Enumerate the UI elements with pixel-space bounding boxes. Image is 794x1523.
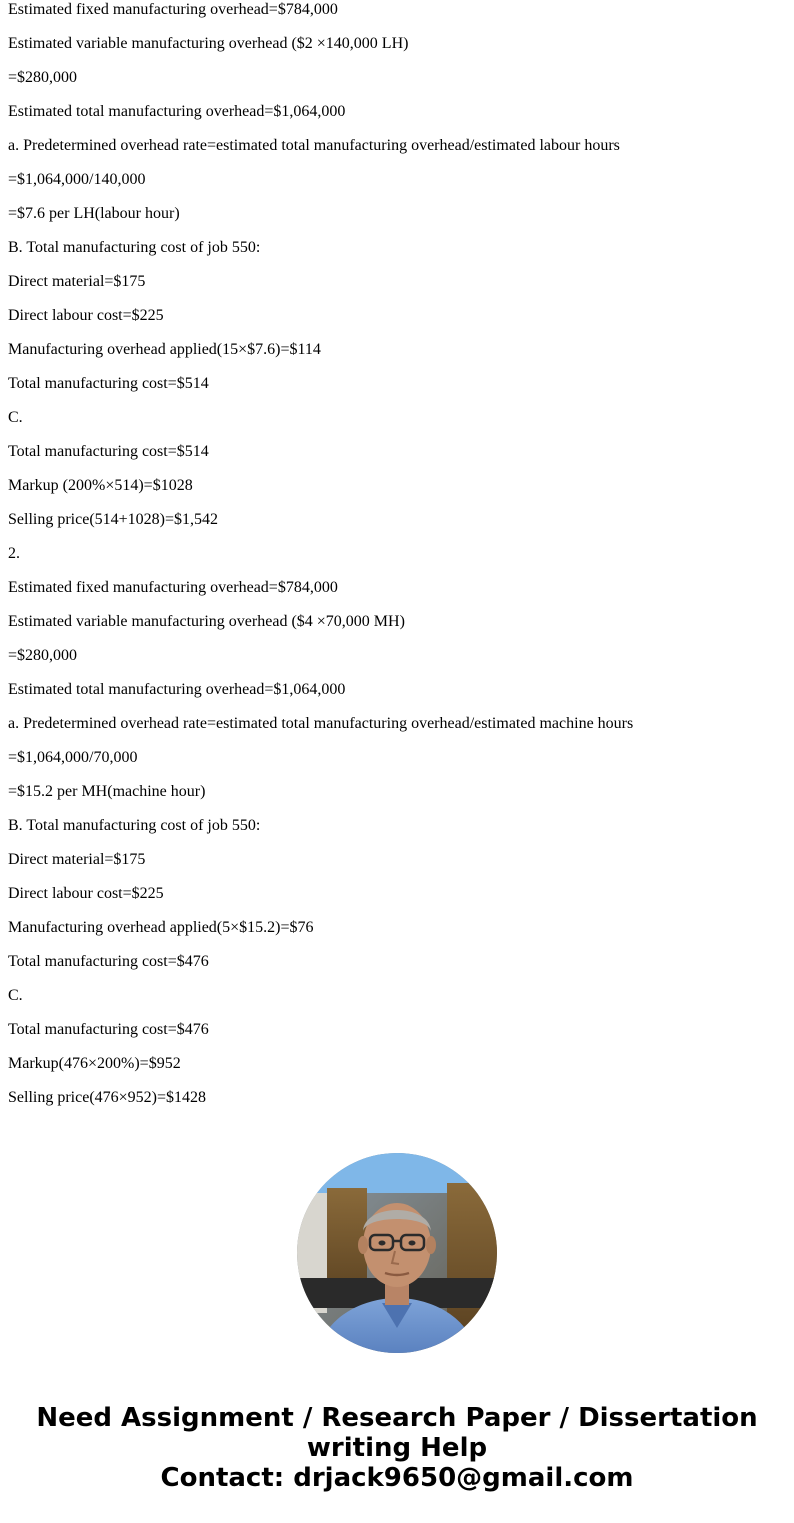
text-line: Total manufacturing cost=$514: [8, 375, 209, 392]
text-line: Direct material=$175: [8, 851, 146, 868]
author-avatar: [297, 1153, 497, 1353]
text-line: Total manufacturing cost=$476: [8, 953, 209, 970]
text-line: B. Total manufacturing cost of job 550:: [8, 817, 261, 834]
text-line: Markup(476×200%)=$952: [8, 1055, 181, 1072]
text-line: Direct labour cost=$225: [8, 307, 164, 324]
text-line: =$1,064,000/70,000: [8, 749, 138, 766]
text-line: Direct material=$175: [8, 273, 146, 290]
text-line: Estimated variable manufacturing overhead ($4 ×70,000 MH): [8, 613, 405, 630]
text-line: Estimated total manufacturing overhead=$1,064,000: [8, 103, 346, 120]
text-line: B. Total manufacturing cost of job 550:: [8, 239, 261, 256]
text-line: =$280,000: [8, 69, 78, 86]
footer-line-1: Need Assignment / Research Paper / Dissertation: [36, 1403, 758, 1433]
text-line: C.: [8, 987, 23, 1004]
text-line: a. Predetermined overhead rate=estimated total manufacturing overhead/estimated machine hours: [8, 715, 634, 732]
text-line: Estimated total manufacturing overhead=$1,064,000: [8, 681, 346, 698]
footer-line-2: writing Help: [306, 1433, 488, 1463]
text-line: 2.: [8, 545, 20, 562]
solution-text: [8, 0, 788, 1122]
text-line: Estimated fixed manufacturing overhead=$784,000: [8, 579, 338, 596]
text-line: Selling price(476×952)=$1428: [8, 1089, 207, 1106]
text-line: Estimated variable manufacturing overhead ($2 ×140,000 LH): [8, 35, 409, 52]
text-line: =$1,064,000/140,000: [8, 171, 146, 188]
text-line: Total manufacturing cost=$514: [8, 443, 209, 460]
text-line: Selling price(514+1028)=$1,542: [8, 511, 219, 528]
text-line: =$280,000: [8, 647, 78, 664]
text-line: =$15.2 per MH(machine hour): [8, 783, 206, 800]
text-line: Total manufacturing cost=$476: [8, 1021, 209, 1038]
contact-footer: [0, 1403, 794, 1493]
text-line: C.: [8, 409, 23, 426]
text-line: a. Predetermined overhead rate=estimated total manufacturing overhead/estimated labour hours: [8, 137, 620, 154]
text-line: Direct labour cost=$225: [8, 885, 164, 902]
text-line: Manufacturing overhead applied(15×$7.6)=$114: [8, 341, 321, 358]
text-line: Estimated fixed manufacturing overhead=$784,000: [8, 1, 338, 18]
text-line: Manufacturing overhead applied(5×$15.2)=$76: [8, 919, 314, 936]
text-line: Markup (200%×514)=$1028: [8, 477, 193, 494]
text-line: =$7.6 per LH(labour hour): [8, 205, 180, 222]
footer-contact-line: Contact: drjack9650@gmail.com: [160, 1463, 634, 1493]
